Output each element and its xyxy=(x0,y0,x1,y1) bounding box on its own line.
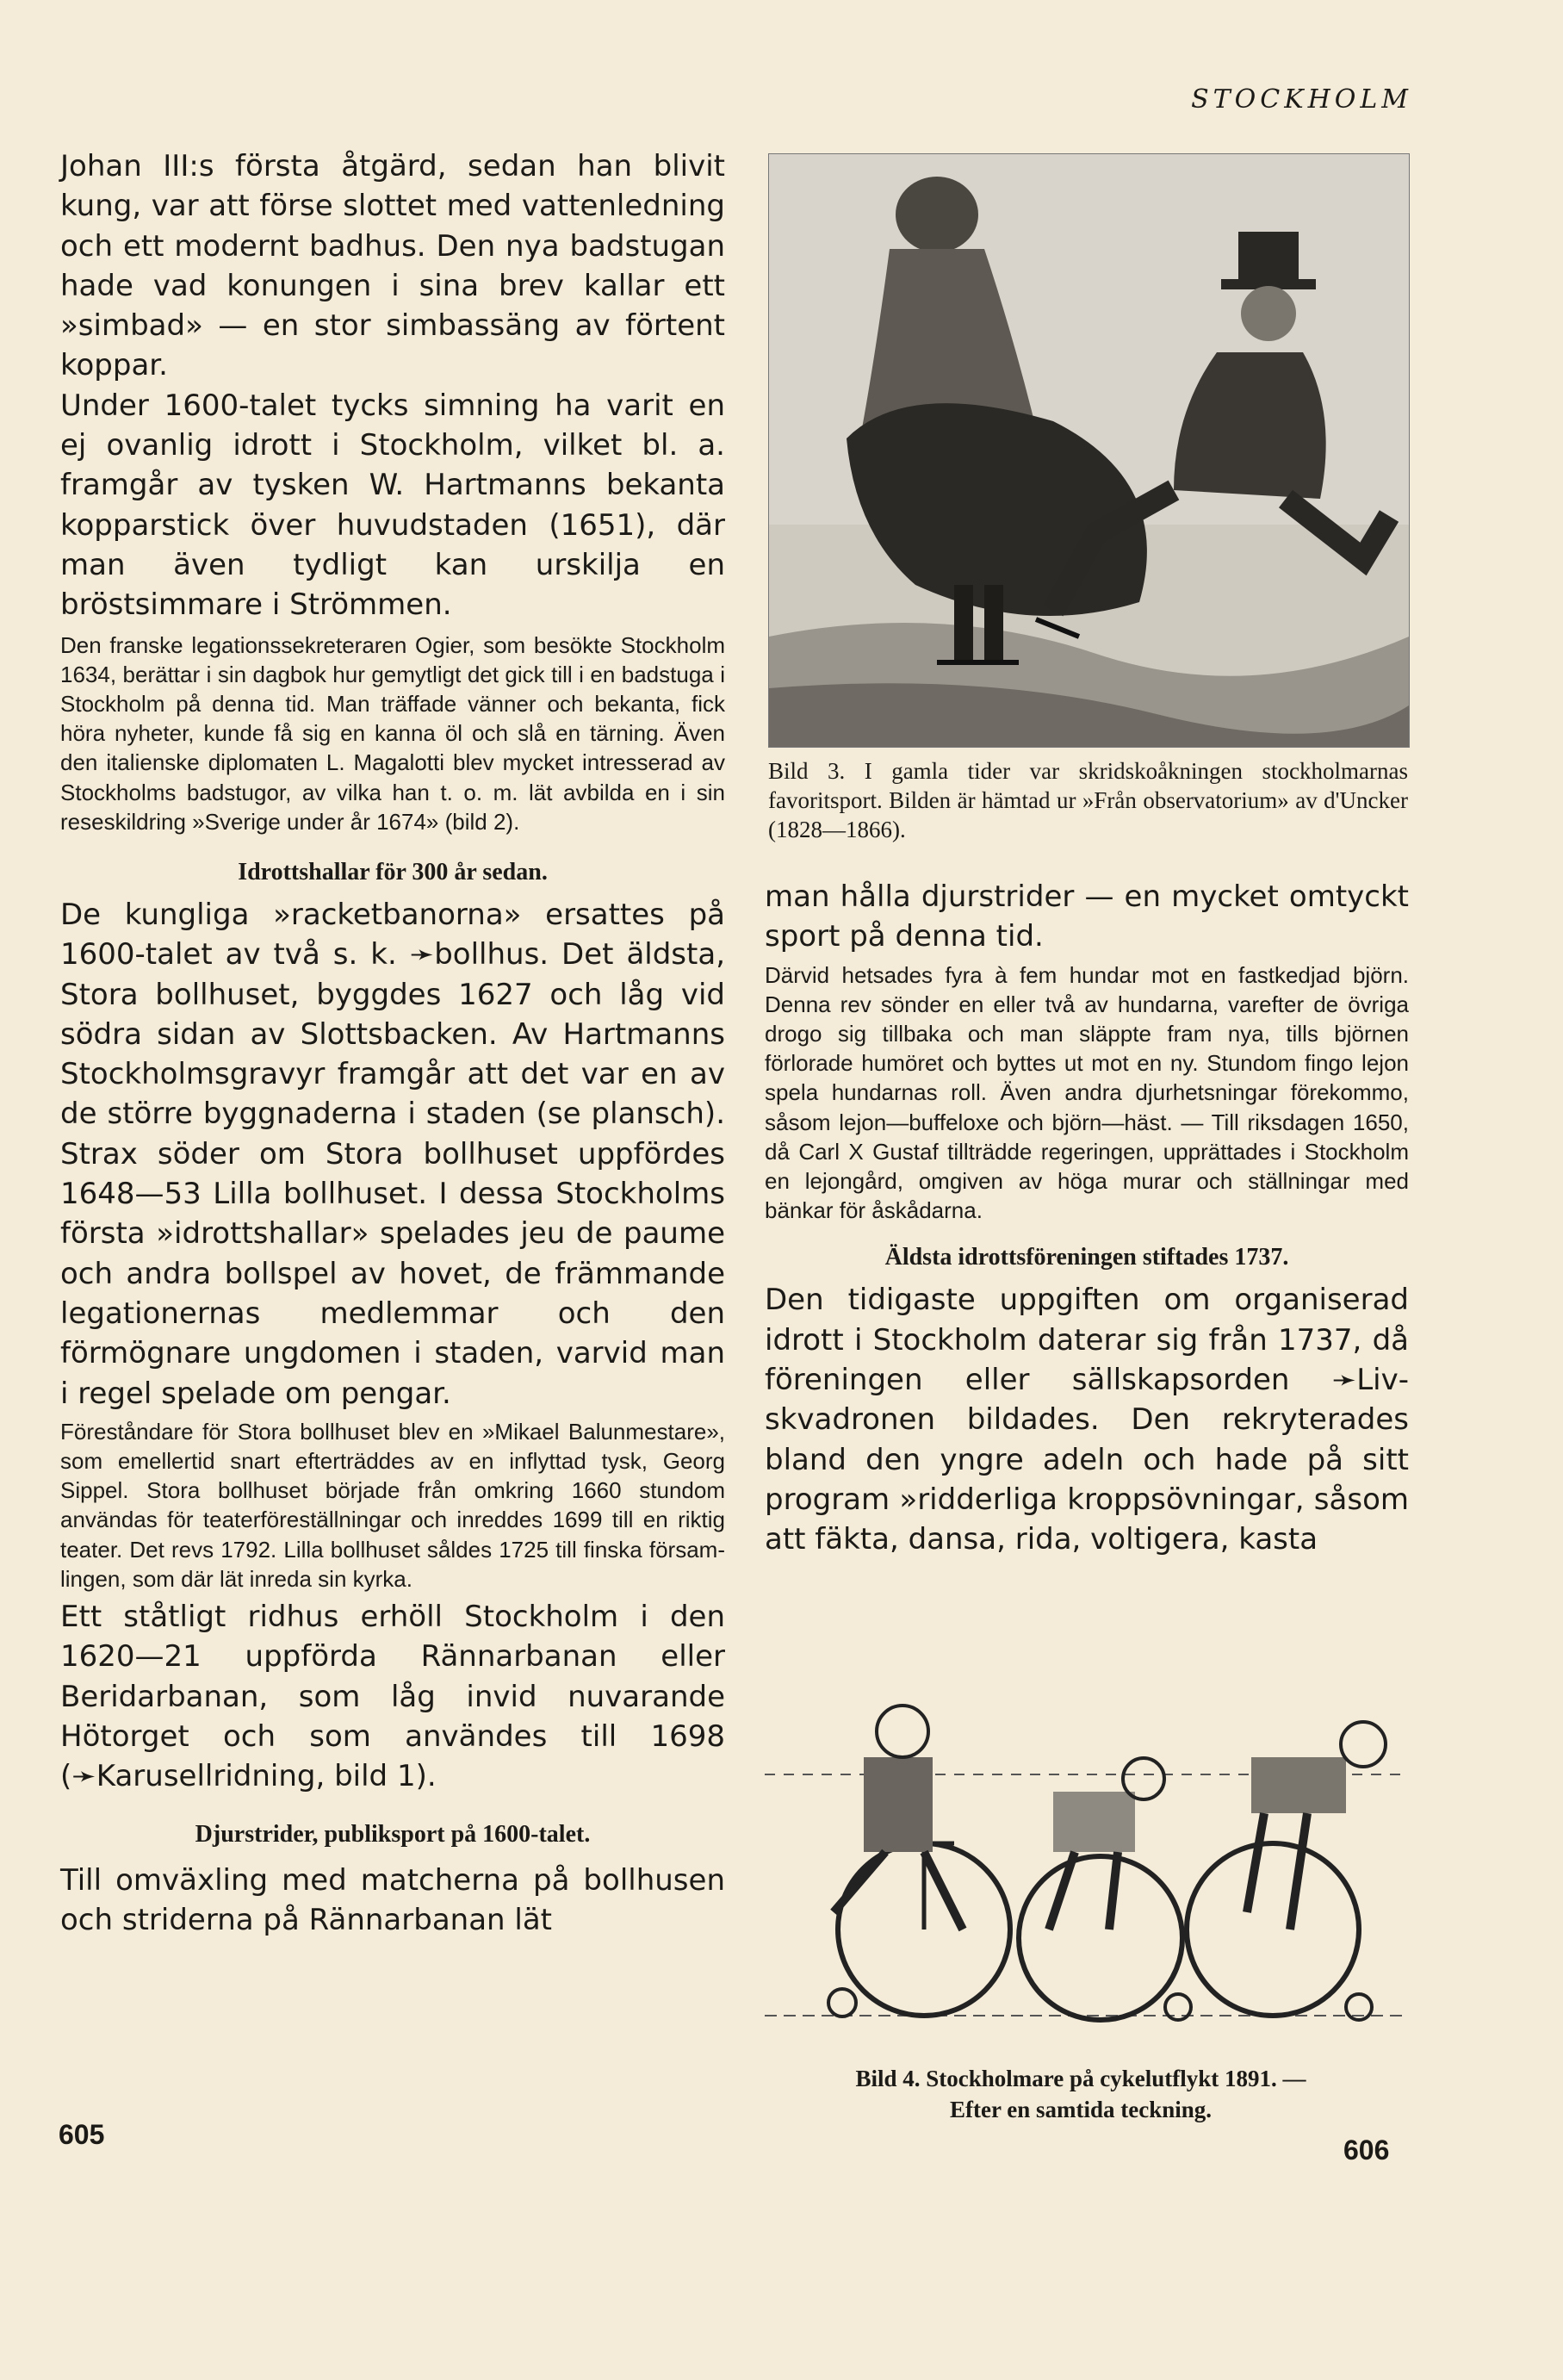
heading-idrottshallar: Idrottshallar för 300 år sedan. xyxy=(238,858,548,886)
paragraph-djurstrider-cont: man hålla djurstrider — en mycket omtyckt sport på denna tid. xyxy=(765,879,1409,954)
cyclists-drawing xyxy=(765,1671,1409,2041)
running-head: STOCKHOLM xyxy=(1191,84,1412,115)
right-page-column xyxy=(765,877,1409,1560)
skating-illustration xyxy=(768,153,1410,748)
caption-bild-4-line-2: Efter en samtida teckning. xyxy=(950,2097,1212,2122)
paragraph-omvaxling: Till omväxling med matcherna på bollhusen och striderna på Rännarbanan lät xyxy=(60,1862,725,1937)
caption-bild-4-line-1: Bild 4. Stockholmare på cykelutflykt 1891. — xyxy=(855,2066,1306,2091)
paragraph-ridhus: Ett ståtligt ridhus erhöll Stockholm i den 1620—21 uppförda Rännarbanan eller Beridarbanan, som låg invid nuvarande Hötorget och som användes till 1698 (➛Karusellridning, bild 1). xyxy=(60,1600,725,1794)
paragraph-forestandare: Föreståndare för Stora bollhuset blev en »Mikael Balunmestare», som emellertid snart efterträddes av en inflyttad tysk, Georg Sippel. Stora bollhuset började från omkring 1660 stundom användas för teaterföreställningar och inreddes 1699 till en riktig teater. Det revs 1792. Lilla bollhuset såldes 1725 till finska församlingen, som där lät inreda sin kyrka. xyxy=(60,1418,725,1592)
paragraph-johan: Johan III:s första åtgärd, sedan han blivit kung, var att förse slottet med vattenledning och ett modernt badhus. Den nya badstugan hade vad konungen i sina brev kallar ett »simbad» — en stor simbassäng av förtent koppar. xyxy=(60,149,725,383)
paragraph-bollhus: De kungliga »racketbanorna» ersattes på 1600-talet av två s. k. ➛bollhus. Det äldsta, Stora bollhuset, byggdes 1627 och låg vid södra sidan av Slottsbacken. Av Hartmanns Stockholmsgravyr framgår att det var en av de större byggnaderna i staden (se plansch). Strax söder om Stora bollhuset uppfördes 1648—53 Lilla bollhuset. I dessa Stockholms första »idrottshallar» spelades jeu de paume och andra bollspel av hovet, de främmande legationernas medlemmar och den förmögnare ungdomen i staden, varvid man i regel spelade om pengar. xyxy=(60,897,725,1411)
paragraph-hetsades: Därvid hetsades fyra à fem hundar mot en fastkedjad björn. Denna rev sönder en eller två av hundarna, varefter de övriga drogo sig tillbaka och man släppte fram nya, tills björnen förlorade humöret och byttes ut mot en ny. Stundom fingo lejon spela hundarnas roll. Även andra djurhetsningar förekommo, såsom lejon—buffeloxe och björn—häst. — Till riksdagen 1650, då Carl X Gustaf tillträdde regeringen, upprättades i Stockholm en lejongård, omgiven av höga murar och ställningar med bänkar för åskådarna. xyxy=(765,961,1409,1224)
heading-aldsta-idrottsforeningen: Äldsta idrottsföreningen stiftades 1737. xyxy=(884,1244,1289,1271)
page-number-left: 605 xyxy=(59,2119,105,2150)
paragraph-simning: Under 1600-talet tycks simning ha varit en ej ovanlig idrott i Stockholm, vilket bl. a. framgår av tysken W. Hartmanns bekanta kopparstick över huvudstaden (1651), där man även tydligt kan urskilja en bröstsimmare i Strömmen. xyxy=(60,388,725,623)
left-page-column xyxy=(60,146,725,1940)
skating-drawing xyxy=(769,154,1409,747)
page-number-right: 606 xyxy=(1343,2135,1390,2166)
heading-djurstrider: Djurstrider, publiksport på 1600-talet. xyxy=(195,1820,591,1848)
caption-bild-3: Bild 3. I gamla tider var skridskoåkningen stockholmarnas favoritsport. Bilden är hämtad ur »Från observatorium» av d'Uncker (1828—1866). xyxy=(768,758,1408,842)
paragraph-tidigaste: Den tidigaste uppgiften om organiserad idrott i Stockholm daterar sig från 1737, då föreningen eller sällskapsorden ➛Livskvadronen bildades. Den rekryterades bland den yngre adeln och hade på sitt program »ridderliga kroppsövningar, såsom att fäkta, dansa, rida, voltigera, kasta xyxy=(765,1283,1409,1557)
paragraph-ogier: Den franske legationssekreteraren Ogier, som besökte Stockholm 1634, berättar i sin dagbok hur gemytligt det gick till i en badstuga i Stockholm på denna tid. Man träffade vänner och bekanta, fick höra nyheter, kunde få sig en kanna öl och slå en tärning. Även den italienske diplomaten L. Magalotti blev mycket intresserad av Stockholms badstugor, av vilka han t. o. m. lät avbilda en i sin reseskildring »Sverige under år 1674» (bild 2). xyxy=(60,631,725,835)
penny-farthing-illustration xyxy=(765,1671,1409,2041)
